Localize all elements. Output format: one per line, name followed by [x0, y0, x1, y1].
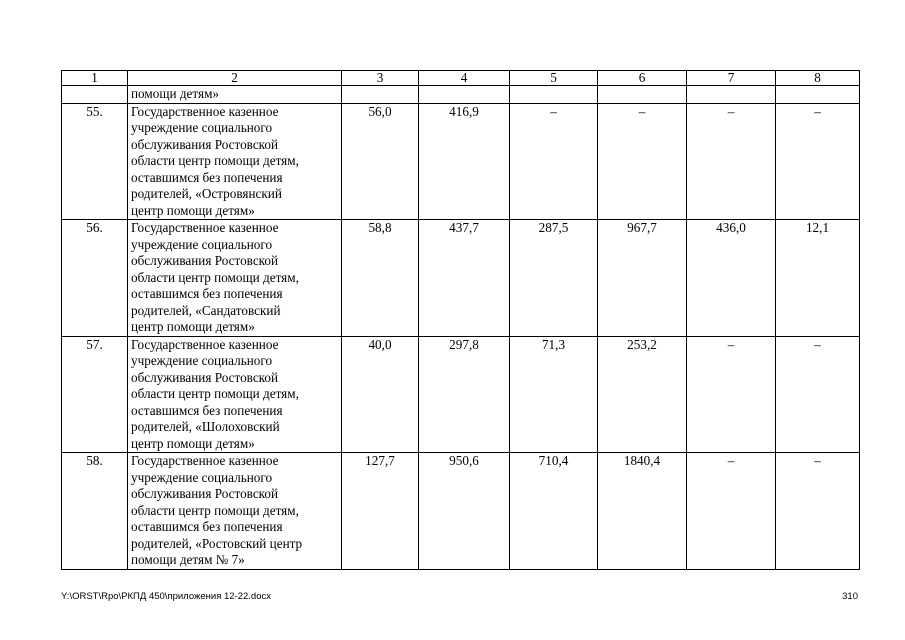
value-col-7: – [687, 103, 776, 220]
row-number: 56. [62, 220, 128, 337]
continuation-empty-cell [510, 86, 598, 104]
value-col-7: 436,0 [687, 220, 776, 337]
row-number: 57. [62, 336, 128, 453]
table-row [62, 220, 860, 337]
table-row [62, 103, 860, 220]
value-col-8: – [776, 336, 860, 453]
value-col-6: – [598, 103, 687, 220]
continuation-empty-cell [419, 86, 510, 104]
table-header-row [62, 71, 860, 86]
table-row [62, 453, 860, 570]
value-col-8: – [776, 103, 860, 220]
value-col-6: 967,7 [598, 220, 687, 337]
header-cell-4: 4 [419, 71, 510, 86]
continuation-name-cell: помощи детям» [128, 86, 342, 104]
value-col-7: – [687, 336, 776, 453]
value-col-6: 1840,4 [598, 453, 687, 570]
institution-name: Государственное казенное учреждение социального обслуживания Ростовской области центр помощи детям, оставшимся без попечения родителей, «Сандатовский центр помощи детям» [128, 220, 342, 337]
value-col-3: 40,0 [342, 336, 419, 453]
row-number: 55. [62, 103, 128, 220]
budget-table [61, 70, 860, 570]
value-col-5: 287,5 [510, 220, 598, 337]
header-cell-3: 3 [342, 71, 419, 86]
header-cell-7: 7 [687, 71, 776, 86]
value-col-7: – [687, 453, 776, 570]
value-col-6: 253,2 [598, 336, 687, 453]
continuation-empty-cell [342, 86, 419, 104]
value-col-4: 950,6 [419, 453, 510, 570]
footer-file-path: Y:\ORST\Rpo\РКПД 450\приложения 12-22.docx [61, 591, 271, 602]
value-col-5: 710,4 [510, 453, 598, 570]
institution-name: Государственное казенное учреждение социального обслуживания Ростовской области центр помощи детям, оставшимся без попечения родителей, «Островянский центр помощи детям» [128, 103, 342, 220]
value-col-4: 416,9 [419, 103, 510, 220]
header-cell-1: 1 [62, 71, 128, 86]
header-cell-5: 5 [510, 71, 598, 86]
page-number: 310 [842, 591, 858, 602]
institution-name: Государственное казенное учреждение социального обслуживания Ростовской области центр помощи детям, оставшимся без попечения родителей, «Ростовский центр помощи детям № 7» [128, 453, 342, 570]
continuation-empty-cell [687, 86, 776, 104]
institution-name: Государственное казенное учреждение социального обслуживания Ростовской области центр помощи детям, оставшимся без попечения родителей, «Шолоховский центр помощи детям» [128, 336, 342, 453]
table-row [62, 336, 860, 453]
continuation-empty-cell [598, 86, 687, 104]
value-col-3: 56,0 [342, 103, 419, 220]
header-cell-2: 2 [128, 71, 342, 86]
value-col-5: – [510, 103, 598, 220]
value-col-5: 71,3 [510, 336, 598, 453]
header-cell-8: 8 [776, 71, 860, 86]
value-col-3: 58,8 [342, 220, 419, 337]
continuation-row [62, 86, 860, 104]
continuation-num-cell [62, 86, 128, 104]
value-col-4: 297,8 [419, 336, 510, 453]
row-number: 58. [62, 453, 128, 570]
value-col-8: 12,1 [776, 220, 860, 337]
value-col-4: 437,7 [419, 220, 510, 337]
continuation-empty-cell [776, 86, 860, 104]
header-cell-6: 6 [598, 71, 687, 86]
value-col-8: – [776, 453, 860, 570]
value-col-3: 127,7 [342, 453, 419, 570]
